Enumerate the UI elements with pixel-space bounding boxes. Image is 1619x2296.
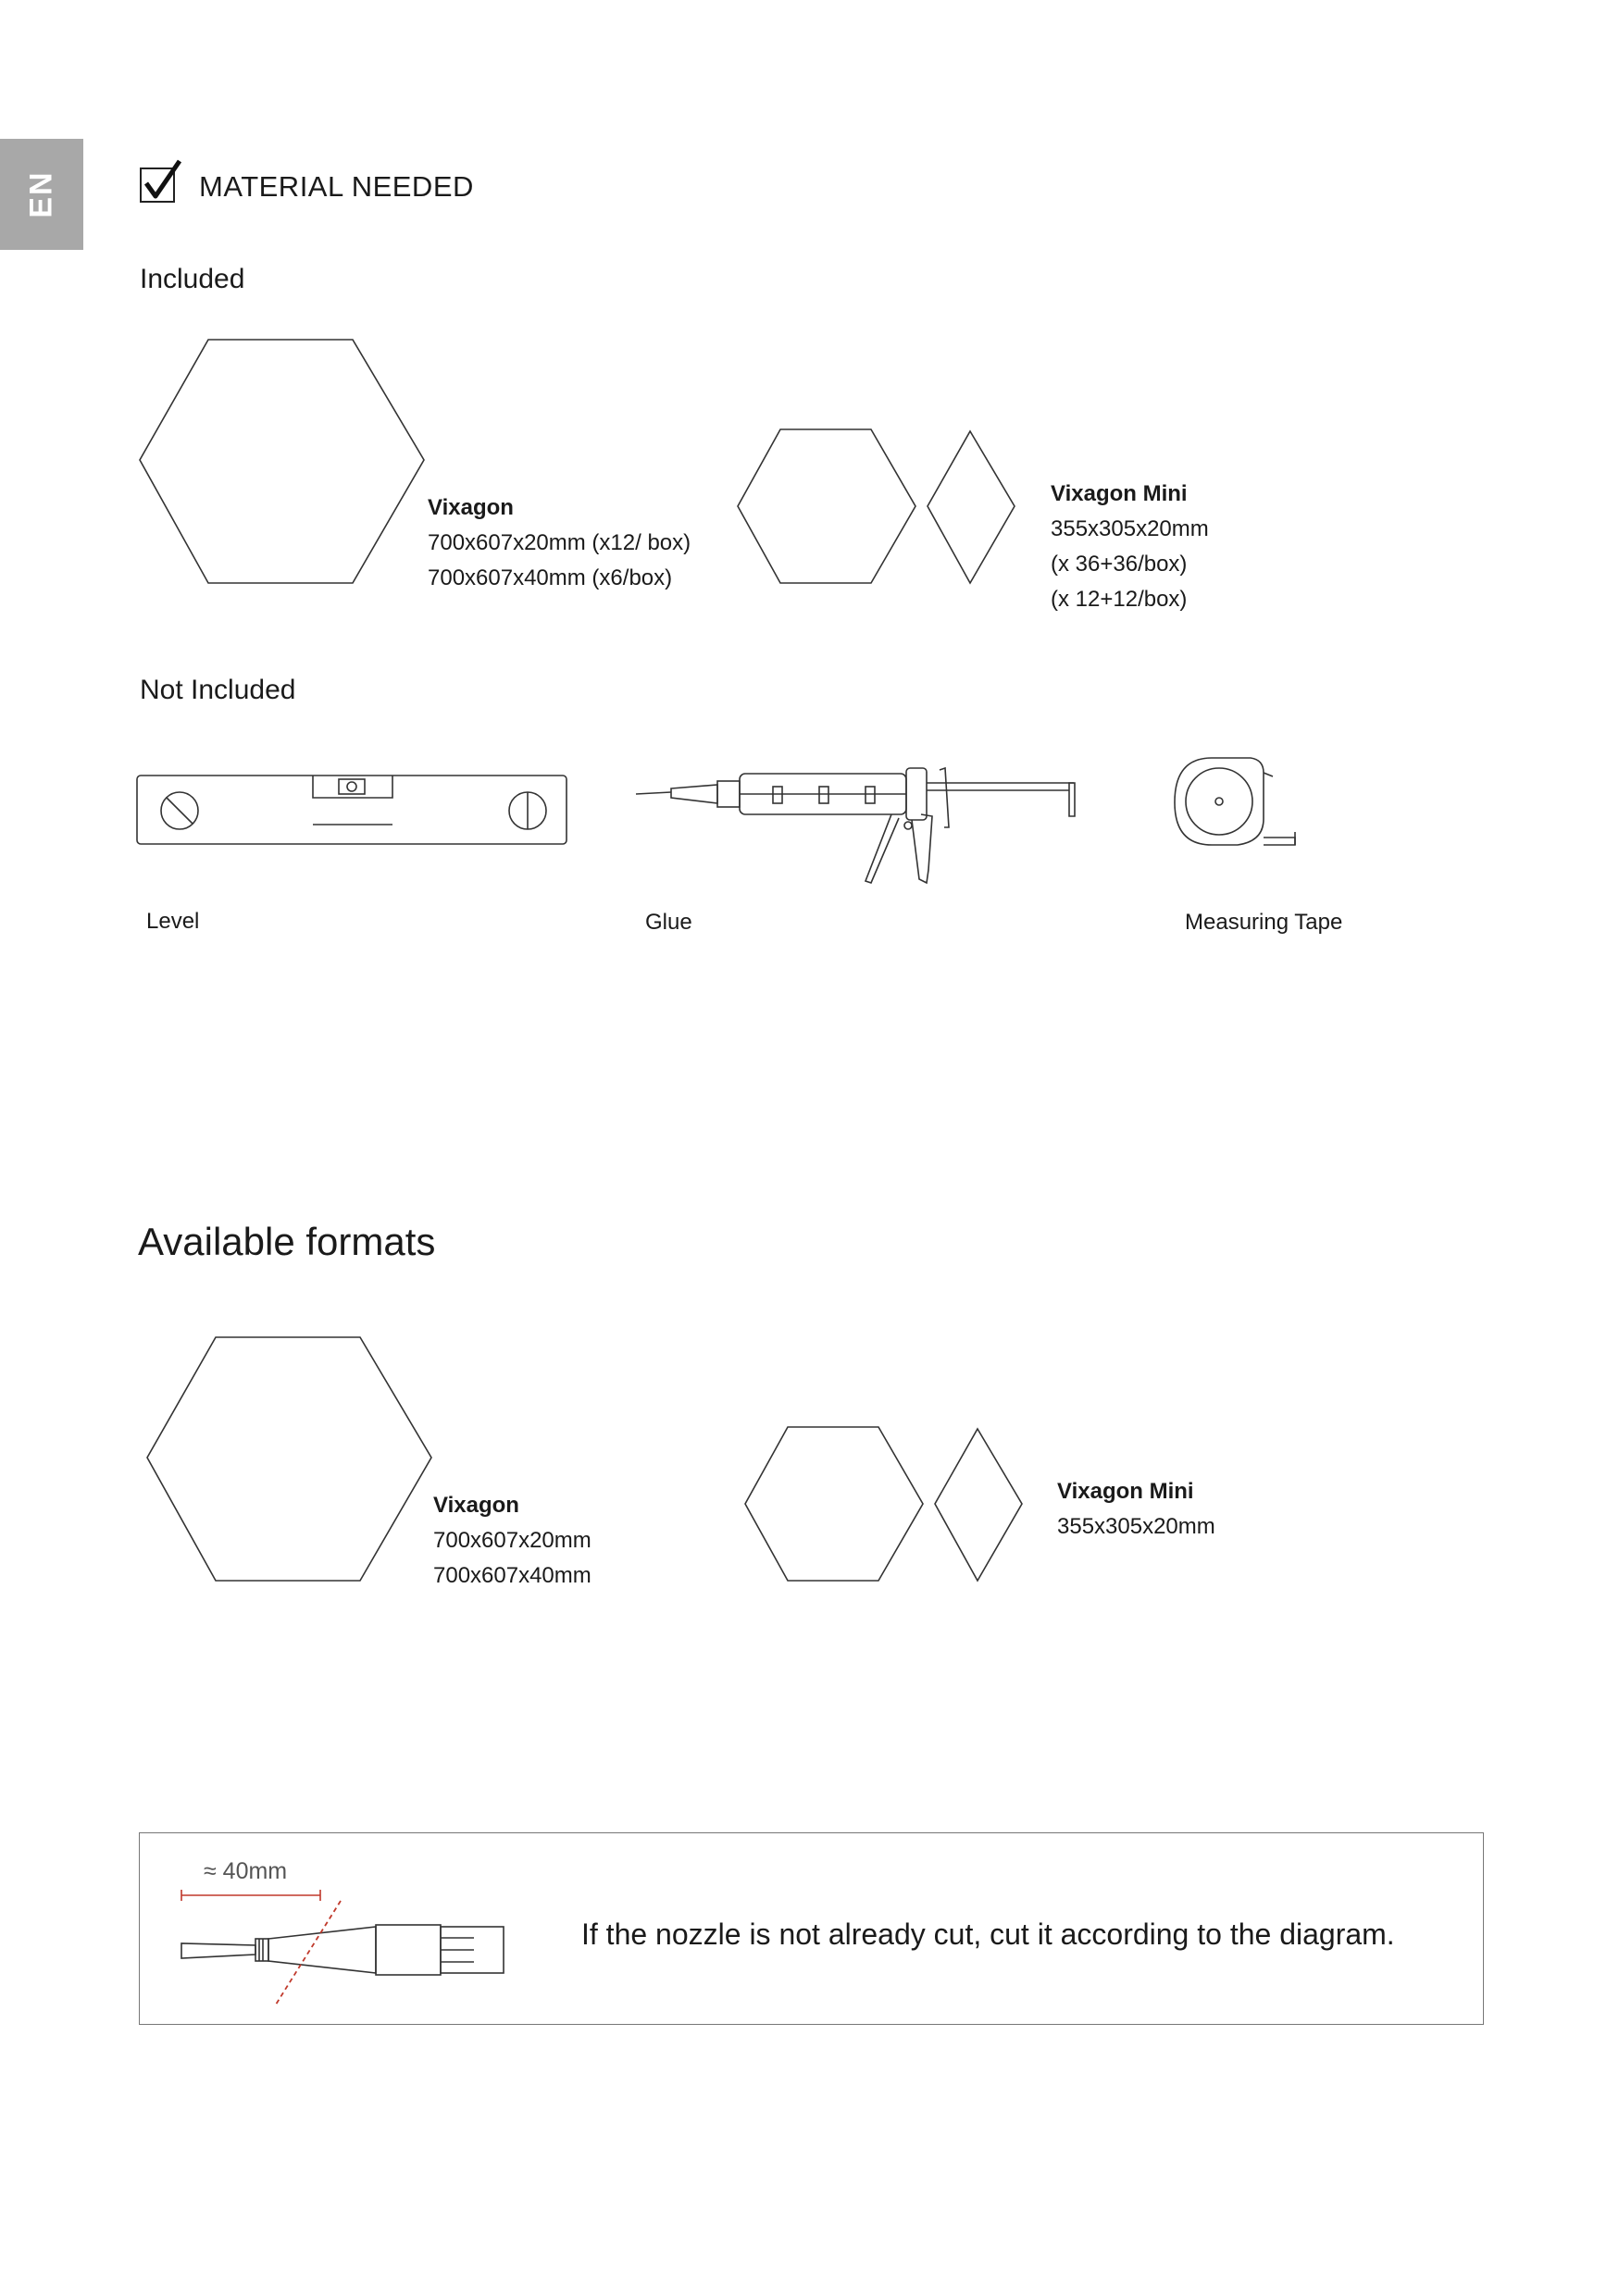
vixagon-mini-name: Vixagon Mini <box>1051 481 1188 506</box>
vixagon-mini-format-shapes-icon <box>743 1425 1027 1584</box>
vixagon-mini-format-size: 355x305x20mm <box>1057 1514 1215 1539</box>
vixagon-mini-format-desc <box>1057 1474 1215 1545</box>
vixagon-hexagon-icon <box>137 337 428 589</box>
material-needed-title: MATERIAL NEEDED <box>199 170 474 203</box>
vixagon-mini-qty-1: (x 36+36/box) <box>1051 552 1188 577</box>
vixagon-included-desc <box>428 490 691 596</box>
level-label: Level <box>146 909 200 934</box>
vixagon-mini-included-desc <box>1051 477 1209 617</box>
measuring-tape-icon <box>1171 754 1310 856</box>
vixagon-mini-size: 355x305x20mm <box>1051 516 1209 541</box>
language-tab <box>0 139 83 250</box>
vixagon-name: Vixagon <box>428 495 514 520</box>
included-label: Included <box>140 264 245 294</box>
vixagon-size-2: 700x607x40mm (x6/box) <box>428 565 673 590</box>
language-tab-label: EN <box>23 170 59 218</box>
vixagon-format-name: Vixagon <box>433 1493 519 1518</box>
vixagon-mini-shapes-icon <box>736 428 1019 587</box>
caulking-gun-icon <box>634 761 1078 890</box>
vixagon-format-desc <box>433 1488 592 1594</box>
vixagon-mini-format-name: Vixagon Mini <box>1057 1479 1194 1504</box>
vixagon-format-hexagon-icon <box>144 1334 435 1586</box>
nozzle-instruction-text: If the nozzle is not already cut, cut it according to the diagram. <box>581 1917 1395 1951</box>
spirit-level-icon <box>135 774 570 848</box>
measuring-tape-label: Measuring Tape <box>1185 910 1343 935</box>
available-formats-title: Available formats <box>138 1220 436 1263</box>
nozzle-measure-label: ≈ 40mm <box>204 1858 288 1884</box>
glue-label: Glue <box>645 910 692 935</box>
vixagon-mini-qty-2: (x 12+12/box) <box>1051 587 1188 612</box>
vixagon-size-1: 700x607x20mm (x12/ box) <box>428 530 691 555</box>
checkbox-checked-icon <box>139 159 187 207</box>
nozzle-diagram-icon <box>178 1890 529 2006</box>
not-included-label: Not Included <box>140 675 296 705</box>
vixagon-format-size-2: 700x607x40mm <box>433 1563 592 1588</box>
vixagon-format-size-1: 700x607x20mm <box>433 1528 592 1553</box>
